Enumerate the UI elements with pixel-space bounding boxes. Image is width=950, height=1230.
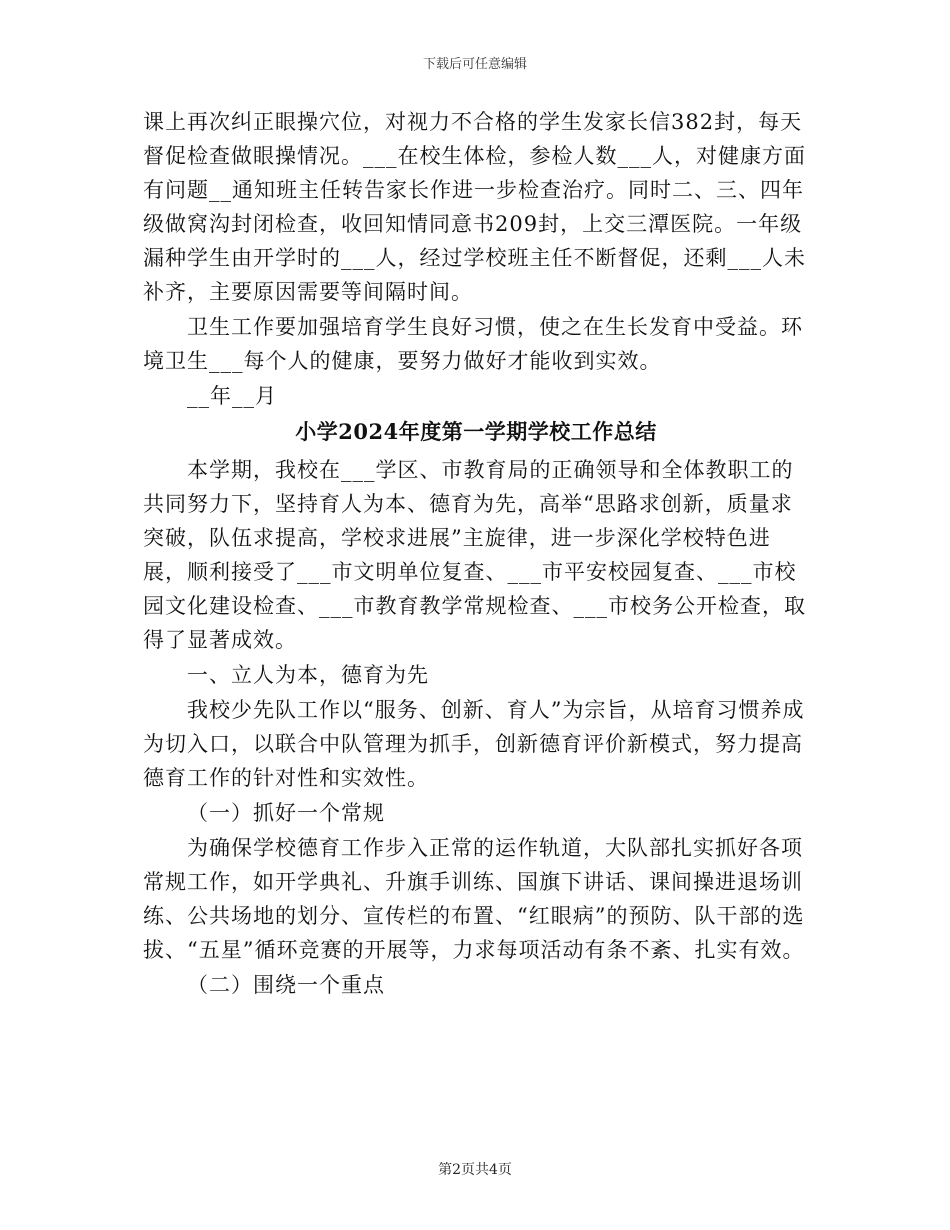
date-line: __年__月	[187, 384, 277, 408]
subheading-routine: （一）抓好一个常规	[187, 801, 385, 825]
document-body	[143, 105, 809, 1003]
paragraph-young-pioneers: 我校少先队工作以“服务、创新、育人”为宗旨，从培育习惯养成为切入口，以联合中队管理为抓手，创新德育评价新模式，努力提高德育工作的针对性和实效性。	[143, 698, 805, 790]
paragraph-routine-work: 为确保学校德育工作步入正常的运作轨道，大队部扎实抓好各项常规工作，如开学典礼、升旗手训练、国旗下讲话、课间操进退场训练、公共场地的划分、宣传栏的布置、“红眼病”的预防、队干部的选拔、“五星”循环竞赛的开展等，力求每项活动有条不紊、扎实有效。	[143, 836, 805, 962]
page-header: 下载后可任意编辑	[422, 57, 527, 72]
section-title: 小学2024年度第一学期学校工作总结	[295, 419, 657, 444]
page-footer: 第2页共4页	[438, 1162, 512, 1178]
paragraph-hygiene: 卫生工作要加强培育学生良好习惯，使之在生长发育中受益。环境卫生___每个人的健康，要努力做好才能收到实效。	[143, 315, 803, 373]
subheading-focus: （二）围绕一个重点	[187, 973, 385, 997]
paragraph-eye-health: 课上再次纠正眼操穴位，对视力不合格的学生发家长信382封，每天督促检查做眼操情况。___在校生体检，参检人数___人，对健康方面有问题__通知班主任转告家长作进一步检查治疗。同时二、三、四年级做窝沟封闭检查，收回知情同意书209封，上交三潭医院。一年级漏种学生由开学时的___人，经过学校班主任不断督促，还剩___人未补齐，主要原因需要等间隔时间。	[143, 110, 806, 304]
paragraph-semester-intro: 本学期，我校在___学区、市教育局的正确领导和全体教职工的共同努力下，坚持育人为本、德育为先，高举“思路求创新，质量求突破，队伍求提高，学校求进展”主旋律，进一步深化学校特色进展，顺利接受了___市文明单位复查、___市平安校园复查、___市校园文化建设检查、___市教育教学常规检查、___市校务公开检查，取得了显著成效。	[143, 458, 806, 652]
heading-moral-education: 一、立人为本，德育为先	[187, 663, 429, 687]
